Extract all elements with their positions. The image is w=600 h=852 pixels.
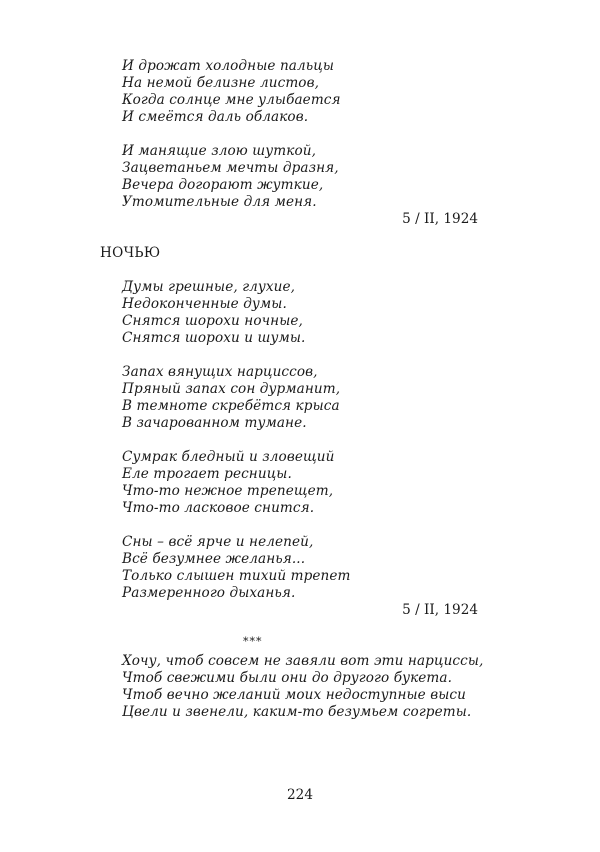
poem2-stanza-4 bbox=[122, 534, 351, 602]
poem-line: Что-то нежное трепещет, bbox=[122, 483, 334, 499]
poem-line: Зацветаньем мечты дразня, bbox=[122, 160, 339, 176]
poem-line: Цвели и звенели, каким-то безумьем согреты. bbox=[122, 704, 472, 720]
poem-line: Вечера догорают жуткие, bbox=[122, 177, 324, 193]
poem-line: Что-то ласковое снится. bbox=[122, 500, 315, 516]
poem-line: Еле трогает ресницы. bbox=[122, 466, 292, 482]
poem3-stanza-1 bbox=[122, 653, 483, 721]
poem2-title: НОЧЬЮ bbox=[100, 245, 161, 261]
poem-line: Когда солнце мне улыбается bbox=[122, 92, 341, 108]
poem-line: И манящие злою шуткой, bbox=[122, 143, 317, 159]
page-number: 224 bbox=[287, 787, 313, 803]
poem-line: Размеренного дыханья. bbox=[122, 585, 296, 601]
poem-line: И дрожат холодные пальцы bbox=[122, 58, 335, 74]
poem-line: Сны – всё ярче и нелепей, bbox=[122, 534, 314, 550]
poem-line: Снятся шорохи ночные, bbox=[122, 313, 303, 329]
poem1-stanza-1 bbox=[122, 58, 341, 126]
poem-line: Пряный запах сон дурманит, bbox=[122, 381, 341, 397]
poem-line: Думы грешные, глухие, bbox=[122, 279, 296, 295]
poem-line: Всё безумнее желанья... bbox=[122, 551, 306, 567]
poem-line: Чтоб свежими были они до другого букета. bbox=[122, 670, 453, 686]
poem-line: Снятся шорохи и шумы. bbox=[122, 330, 306, 346]
poem-line: И смеётся даль облаков. bbox=[122, 109, 309, 125]
poem2-stanza-2 bbox=[122, 364, 340, 432]
poem-line: Запах вянущих нарциссов, bbox=[122, 364, 318, 380]
poem-line: Только слышен тихий трепет bbox=[122, 568, 351, 584]
poem1-stanza-2 bbox=[122, 143, 339, 211]
poem2-stanza-3 bbox=[122, 449, 334, 517]
section-separator: *** bbox=[243, 635, 263, 648]
poem-line: Сумрак бледный и зловещий bbox=[122, 449, 335, 465]
poem2-date: 5 / II, 1924 bbox=[402, 602, 478, 618]
poem-line: На немой белизне листов, bbox=[122, 75, 320, 91]
poem1-date: 5 / II, 1924 bbox=[402, 211, 478, 227]
poem-line: Недоконченные думы. bbox=[122, 296, 287, 312]
poem-line: В темноте скребётся крыса bbox=[122, 398, 340, 414]
poem-line: Чтоб вечно желаний моих недоступные выси bbox=[122, 687, 466, 703]
poem-line: Утомительные для меня. bbox=[122, 194, 317, 210]
poem2-stanza-1 bbox=[122, 279, 305, 347]
poem-line: Хочу, чтоб совсем не завяли вот эти нарциссы, bbox=[122, 653, 484, 669]
poem-line: В зачарованном тумане. bbox=[122, 415, 307, 431]
